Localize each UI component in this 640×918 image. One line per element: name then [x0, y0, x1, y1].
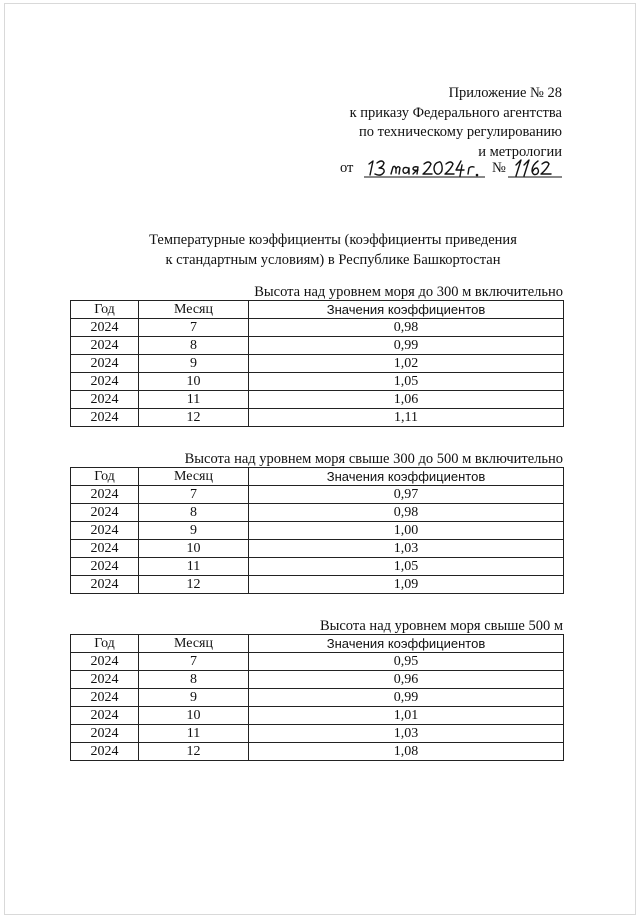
cell-year: 2024 [71, 409, 139, 427]
cell-month: 7 [139, 653, 249, 671]
cell-year: 2024 [71, 373, 139, 391]
header-value: Значения коэффициентов [249, 468, 564, 486]
table-caption: Высота над уровнем моря свыше 300 до 500 м включительно [184, 451, 563, 467]
document-title [80, 230, 586, 270]
header-value: Значения коэффициентов [249, 301, 564, 319]
table-row [71, 558, 564, 576]
table-header-row [71, 635, 564, 653]
cell-value: 1,09 [249, 576, 564, 594]
table-row [71, 504, 564, 522]
table-row [71, 373, 564, 391]
cell-month: 8 [139, 337, 249, 355]
cell-month: 8 [139, 671, 249, 689]
table-section-300-to-500m [70, 451, 563, 594]
annex-header [330, 84, 562, 162]
cell-value: 1,06 [249, 391, 564, 409]
cell-year: 2024 [71, 522, 139, 540]
cell-year: 2024 [71, 540, 139, 558]
cell-month: 8 [139, 504, 249, 522]
annex-number: Приложение № 28 [448, 85, 562, 101]
header-year: Год [71, 468, 139, 486]
header-month: Месяц [139, 468, 249, 486]
cell-value: 0,98 [249, 319, 564, 337]
table-row [71, 319, 564, 337]
cell-year: 2024 [71, 576, 139, 594]
cell-value: 0,97 [249, 486, 564, 504]
header-value: Значения коэффициентов [249, 635, 564, 653]
cell-value: 1,02 [249, 355, 564, 373]
cell-value: 1,11 [249, 409, 564, 427]
cell-value: 1,08 [249, 743, 564, 761]
cell-month: 7 [139, 319, 249, 337]
cell-year: 2024 [71, 689, 139, 707]
cell-year: 2024 [71, 355, 139, 373]
table-caption: Высота над уровнем моря свыше 500 м [319, 618, 563, 634]
cell-value: 0,98 [249, 504, 564, 522]
cell-year: 2024 [71, 671, 139, 689]
cell-month: 7 [139, 486, 249, 504]
title-line-1: Температурные коэффициенты (коэффициенты приведения [149, 232, 517, 248]
cell-year: 2024 [71, 743, 139, 761]
cell-year: 2024 [71, 391, 139, 409]
header-month: Месяц [139, 635, 249, 653]
coefficients-table [70, 634, 564, 761]
cell-month: 12 [139, 576, 249, 594]
cell-month: 10 [139, 707, 249, 725]
cell-month: 11 [139, 558, 249, 576]
cell-year: 2024 [71, 486, 139, 504]
table-row [71, 671, 564, 689]
table-row [71, 522, 564, 540]
table-row [71, 743, 564, 761]
order-date-number-line [340, 156, 565, 182]
table-row [71, 540, 564, 558]
handwritten-date-number-signature [340, 156, 565, 182]
cell-month: 10 [139, 540, 249, 558]
cell-year: 2024 [71, 504, 139, 522]
cell-month: 9 [139, 355, 249, 373]
table-row [71, 337, 564, 355]
annex-agency-line: по техническому регулированию [358, 124, 562, 140]
coefficients-table [70, 300, 564, 427]
cell-value: 0,99 [249, 689, 564, 707]
annex-agency-line-2: и метрологии [478, 143, 562, 160]
table-row [71, 576, 564, 594]
cell-month: 9 [139, 689, 249, 707]
cell-value: 0,99 [249, 337, 564, 355]
cell-value: 1,03 [249, 725, 564, 743]
cell-month: 11 [139, 391, 249, 409]
cell-year: 2024 [71, 653, 139, 671]
cell-value: 1,00 [249, 522, 564, 540]
table-row [71, 355, 564, 373]
cell-year: 2024 [71, 558, 139, 576]
cell-value: 0,96 [249, 671, 564, 689]
date-prefix: от [340, 160, 354, 176]
table-section-up-to-300m [70, 284, 563, 427]
cell-month: 9 [139, 522, 249, 540]
table-header-row [71, 301, 564, 319]
cell-month: 12 [139, 409, 249, 427]
cell-value: 1,03 [249, 540, 564, 558]
cell-value: 0,95 [249, 653, 564, 671]
cell-value: 1,05 [249, 373, 564, 391]
cell-month: 11 [139, 725, 249, 743]
header-year: Год [71, 301, 139, 319]
cell-month: 10 [139, 373, 249, 391]
table-row [71, 689, 564, 707]
annex-order-ref: к приказу Федерального агентства [349, 104, 562, 121]
cell-year: 2024 [71, 337, 139, 355]
cell-value: 1,05 [249, 558, 564, 576]
table-row [71, 707, 564, 725]
table-row [71, 409, 564, 427]
cell-year: 2024 [71, 707, 139, 725]
cell-year: 2024 [71, 319, 139, 337]
cell-value: 1,01 [249, 707, 564, 725]
table-row [71, 391, 564, 409]
coefficients-table [70, 467, 564, 594]
cell-year: 2024 [71, 725, 139, 743]
table-caption: Высота над уровнем моря до 300 м включительно [254, 284, 563, 300]
table-row [71, 653, 564, 671]
table-section-over-500m [70, 618, 563, 761]
number-prefix: № [492, 160, 506, 176]
title-line-2: к стандартным условиям) в Республике Башкортостан [165, 252, 501, 268]
header-year: Год [71, 635, 139, 653]
cell-month: 12 [139, 743, 249, 761]
header-month: Месяц [139, 301, 249, 319]
table-row [71, 486, 564, 504]
table-row [71, 725, 564, 743]
table-header-row [71, 468, 564, 486]
